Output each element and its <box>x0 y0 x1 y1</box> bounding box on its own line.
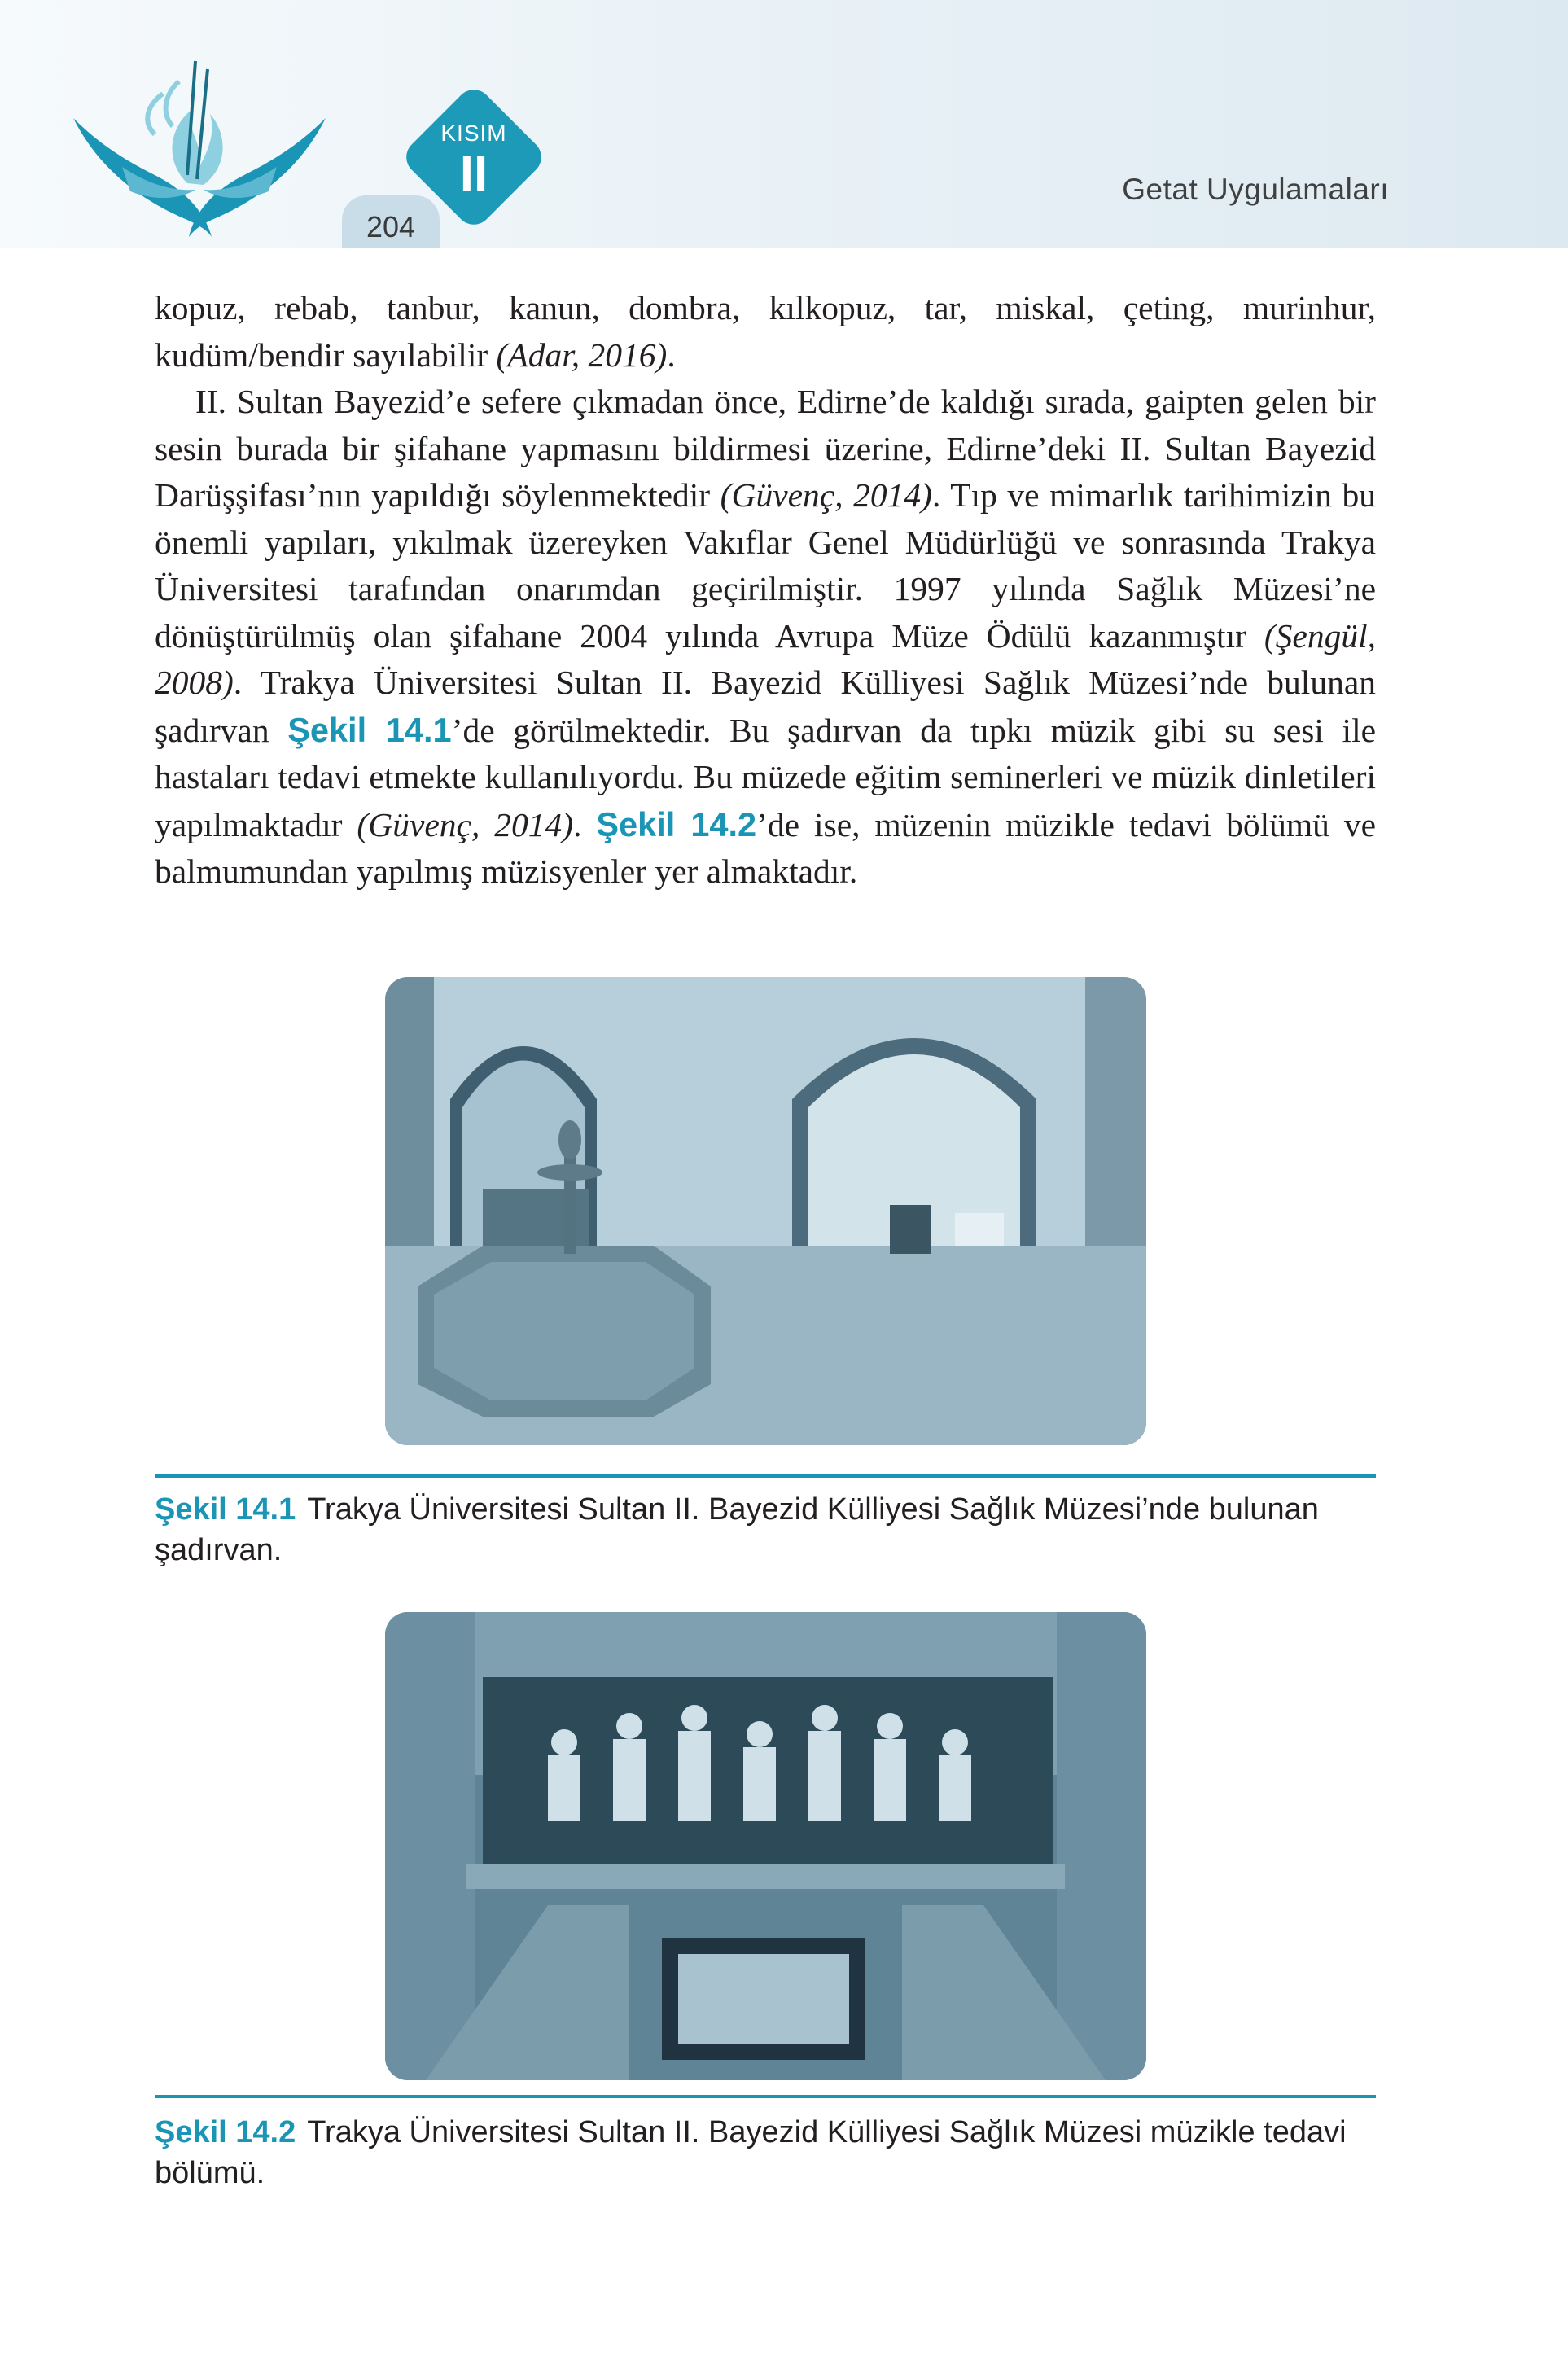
citation: (Şengül, 2008) <box>155 616 1376 701</box>
figure-label: Şekil 14.2 <box>155 2115 296 2149</box>
figure-caption <box>155 1489 1376 1571</box>
caption-rule <box>155 2095 1376 2098</box>
text-run: . Trakya Üniversitesi Sultan II. Bayezid Külliyesi Sağlık Müzesi’nde bulunan şadırvan <box>155 664 1376 749</box>
citation: (Güvenç, 2014) <box>357 805 574 843</box>
page-number: 204 <box>366 210 416 243</box>
text-run: ’de ise, müzenin müzikle tedavi bölümü ve balmumundan yapılmış müzisyenler yer almaktadır. <box>155 805 1377 890</box>
citation: (Adar, 2016) <box>496 335 668 374</box>
text-run: kopuz, rebab, tanbur, kanun, dombra, kılkopuz, tar, miskal, çeting, murinhur, kudüm/bendir sayılabilir <box>155 289 1376 374</box>
hands-holding-flame-logo <box>65 45 334 240</box>
caption-rule <box>155 1474 1376 1478</box>
paragraph <box>155 285 1376 379</box>
citation: (Güvenç, 2014) <box>720 476 932 514</box>
figure-reference: Şekil 14.2 <box>596 804 757 843</box>
figure-caption <box>155 2112 1376 2193</box>
caption-text: Trakya Üniversitesi Sultan II. Bayezid Külliyesi Sağlık Müzesi’nde bulunan şadırvan. <box>155 1492 1319 1567</box>
text-run: . <box>667 335 676 374</box>
figure-reference: Şekil 14.1 <box>287 710 452 749</box>
figure-fountain-photo <box>385 977 1146 1445</box>
text-run: . Tıp ve mimarlık tarihimizin bu önemli yapıları, yıkılmak üzereyken Vakıflar Genel Müdürlüğü ve sonrasında Trakya Üniversitesi tarafından onarımdan geçirilmiştir. 1997 yılında Sağlık Müzesi’ne dönüştürülmüş olan şifahane 2004 yılında Avrupa Müze Ödülü kazanmıştır <box>155 476 1377 655</box>
caption-text: Trakya Üniversitesi Sultan II. Bayezid Külliyesi Sağlık Müzesi müzikle tedavi bölümü. <box>155 2115 1347 2190</box>
text-run: ’de görülmektedir. Bu şadırvan da tıpkı müzik gibi su sesi ile hastaları tedavi etmekte kullanılıyordu. Bu müzede eğitim seminerleri ve müzik dinletileri yapılmaktadır <box>155 711 1377 843</box>
part-number: II <box>459 146 488 202</box>
figure-label: Şekil 14.1 <box>155 1492 296 1527</box>
running-title: Getat Uygulamaları <box>1122 173 1389 206</box>
part-label: KISIM <box>440 120 507 146</box>
body-text <box>155 285 1376 896</box>
paragraph <box>155 379 1376 896</box>
text-run: . <box>573 805 597 843</box>
figure-musicians-photo <box>385 1612 1146 2080</box>
text-run: II. Sultan Bayezid’e sefere çıkmadan önce, Edirne’de kaldığı sırada, gaipten gelen bir sesin burada bir şifahane yapmasını bildirmesi üzerine, Edirne’deki II. Sultan Bayezid Darüşşifası’nın yapıldığı söylenmektedir <box>155 383 1376 514</box>
